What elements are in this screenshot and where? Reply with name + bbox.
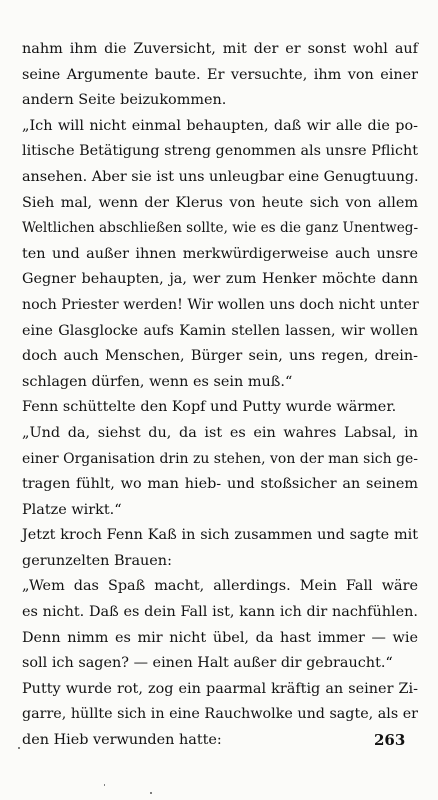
text-line: litische Betätigung streng genommen als unsre Pflicht	[22, 143, 418, 160]
paper-speck	[18, 747, 20, 749]
text-line: „Ich will nicht einmal behaupten, daß wir alle die po-	[22, 117, 418, 134]
text-line: einer Organisation drin zu stehen, von der man sich ge-	[22, 450, 418, 467]
text-line: Sieh mal, wenn der Klerus von heute sich von allem	[22, 194, 418, 211]
page-number: 263	[374, 731, 406, 749]
text-line: „Wem das Spaß macht, allerdings. Mein Fall wäre	[22, 578, 418, 595]
text-line: nahm ihm die Zuversicht, mit der er sonst wohl auf	[22, 41, 418, 57]
text-line: tragen fühlt, wo man hieb- und stoßsicher an seinem	[22, 476, 418, 493]
text-line: Denn nimm es mir nicht übel, da hast immer — wie	[22, 629, 418, 646]
text-line: schlagen dürfen, wenn es sein muß.“	[22, 373, 293, 390]
text-line: Platze wirkt.“	[22, 501, 122, 518]
text-line: es nicht. Daß es dein Fall ist, kann ich dir nachfühlen.	[22, 604, 418, 621]
body-text	[22, 37, 418, 754]
text-line: Gegner behaupten, ja, wer zum Henker möchte dann	[22, 271, 418, 288]
text-line: doch auch Menschen, Bürger sein, uns regen, drein-	[22, 348, 418, 365]
text-line: eine Glasglocke aufs Kamin stellen lassen, wir wollen	[22, 322, 418, 339]
text-line: andern Seite beizukommen.	[22, 92, 227, 109]
text-line: seine Argumente baute. Er versuchte, ihm von einer	[22, 66, 418, 83]
text-line: den Hieb verwunden hatte:	[22, 732, 222, 749]
paper-speck	[150, 792, 152, 794]
text-line: Putty wurde rot, zog ein paarmal kräftig an seiner Zi-	[22, 680, 418, 697]
text-line: ansehen. Aber sie ist uns unleugbar eine Genugtuung.	[22, 168, 419, 185]
text-line: gerunzelten Brauen:	[22, 552, 172, 569]
paper-speck	[104, 784, 105, 786]
text-line: Weltlichen abschließen sollte, wie es die ganz Unentweg-	[22, 220, 419, 237]
text-line: ten und außer ihnen merkwürdigerweise auch unsre	[22, 245, 418, 262]
text-line: Jetzt kroch Fenn Kaß in sich zusammen und sagte mit	[22, 527, 418, 544]
text-line: soll ich sagen? — einen Halt außer dir gebraucht.“	[22, 655, 393, 672]
text-line: Fenn schüttelte den Kopf und Putty wurde wärmer.	[22, 399, 397, 416]
text-line: garre, hüllte sich in eine Rauchwolke und sagte, als er	[22, 706, 418, 723]
text-line: „Und da, siehst du, da ist es ein wahres Labsal, in	[22, 424, 418, 441]
text-line: noch Priester werden! Wir wollen uns doch nicht unter	[22, 296, 419, 313]
